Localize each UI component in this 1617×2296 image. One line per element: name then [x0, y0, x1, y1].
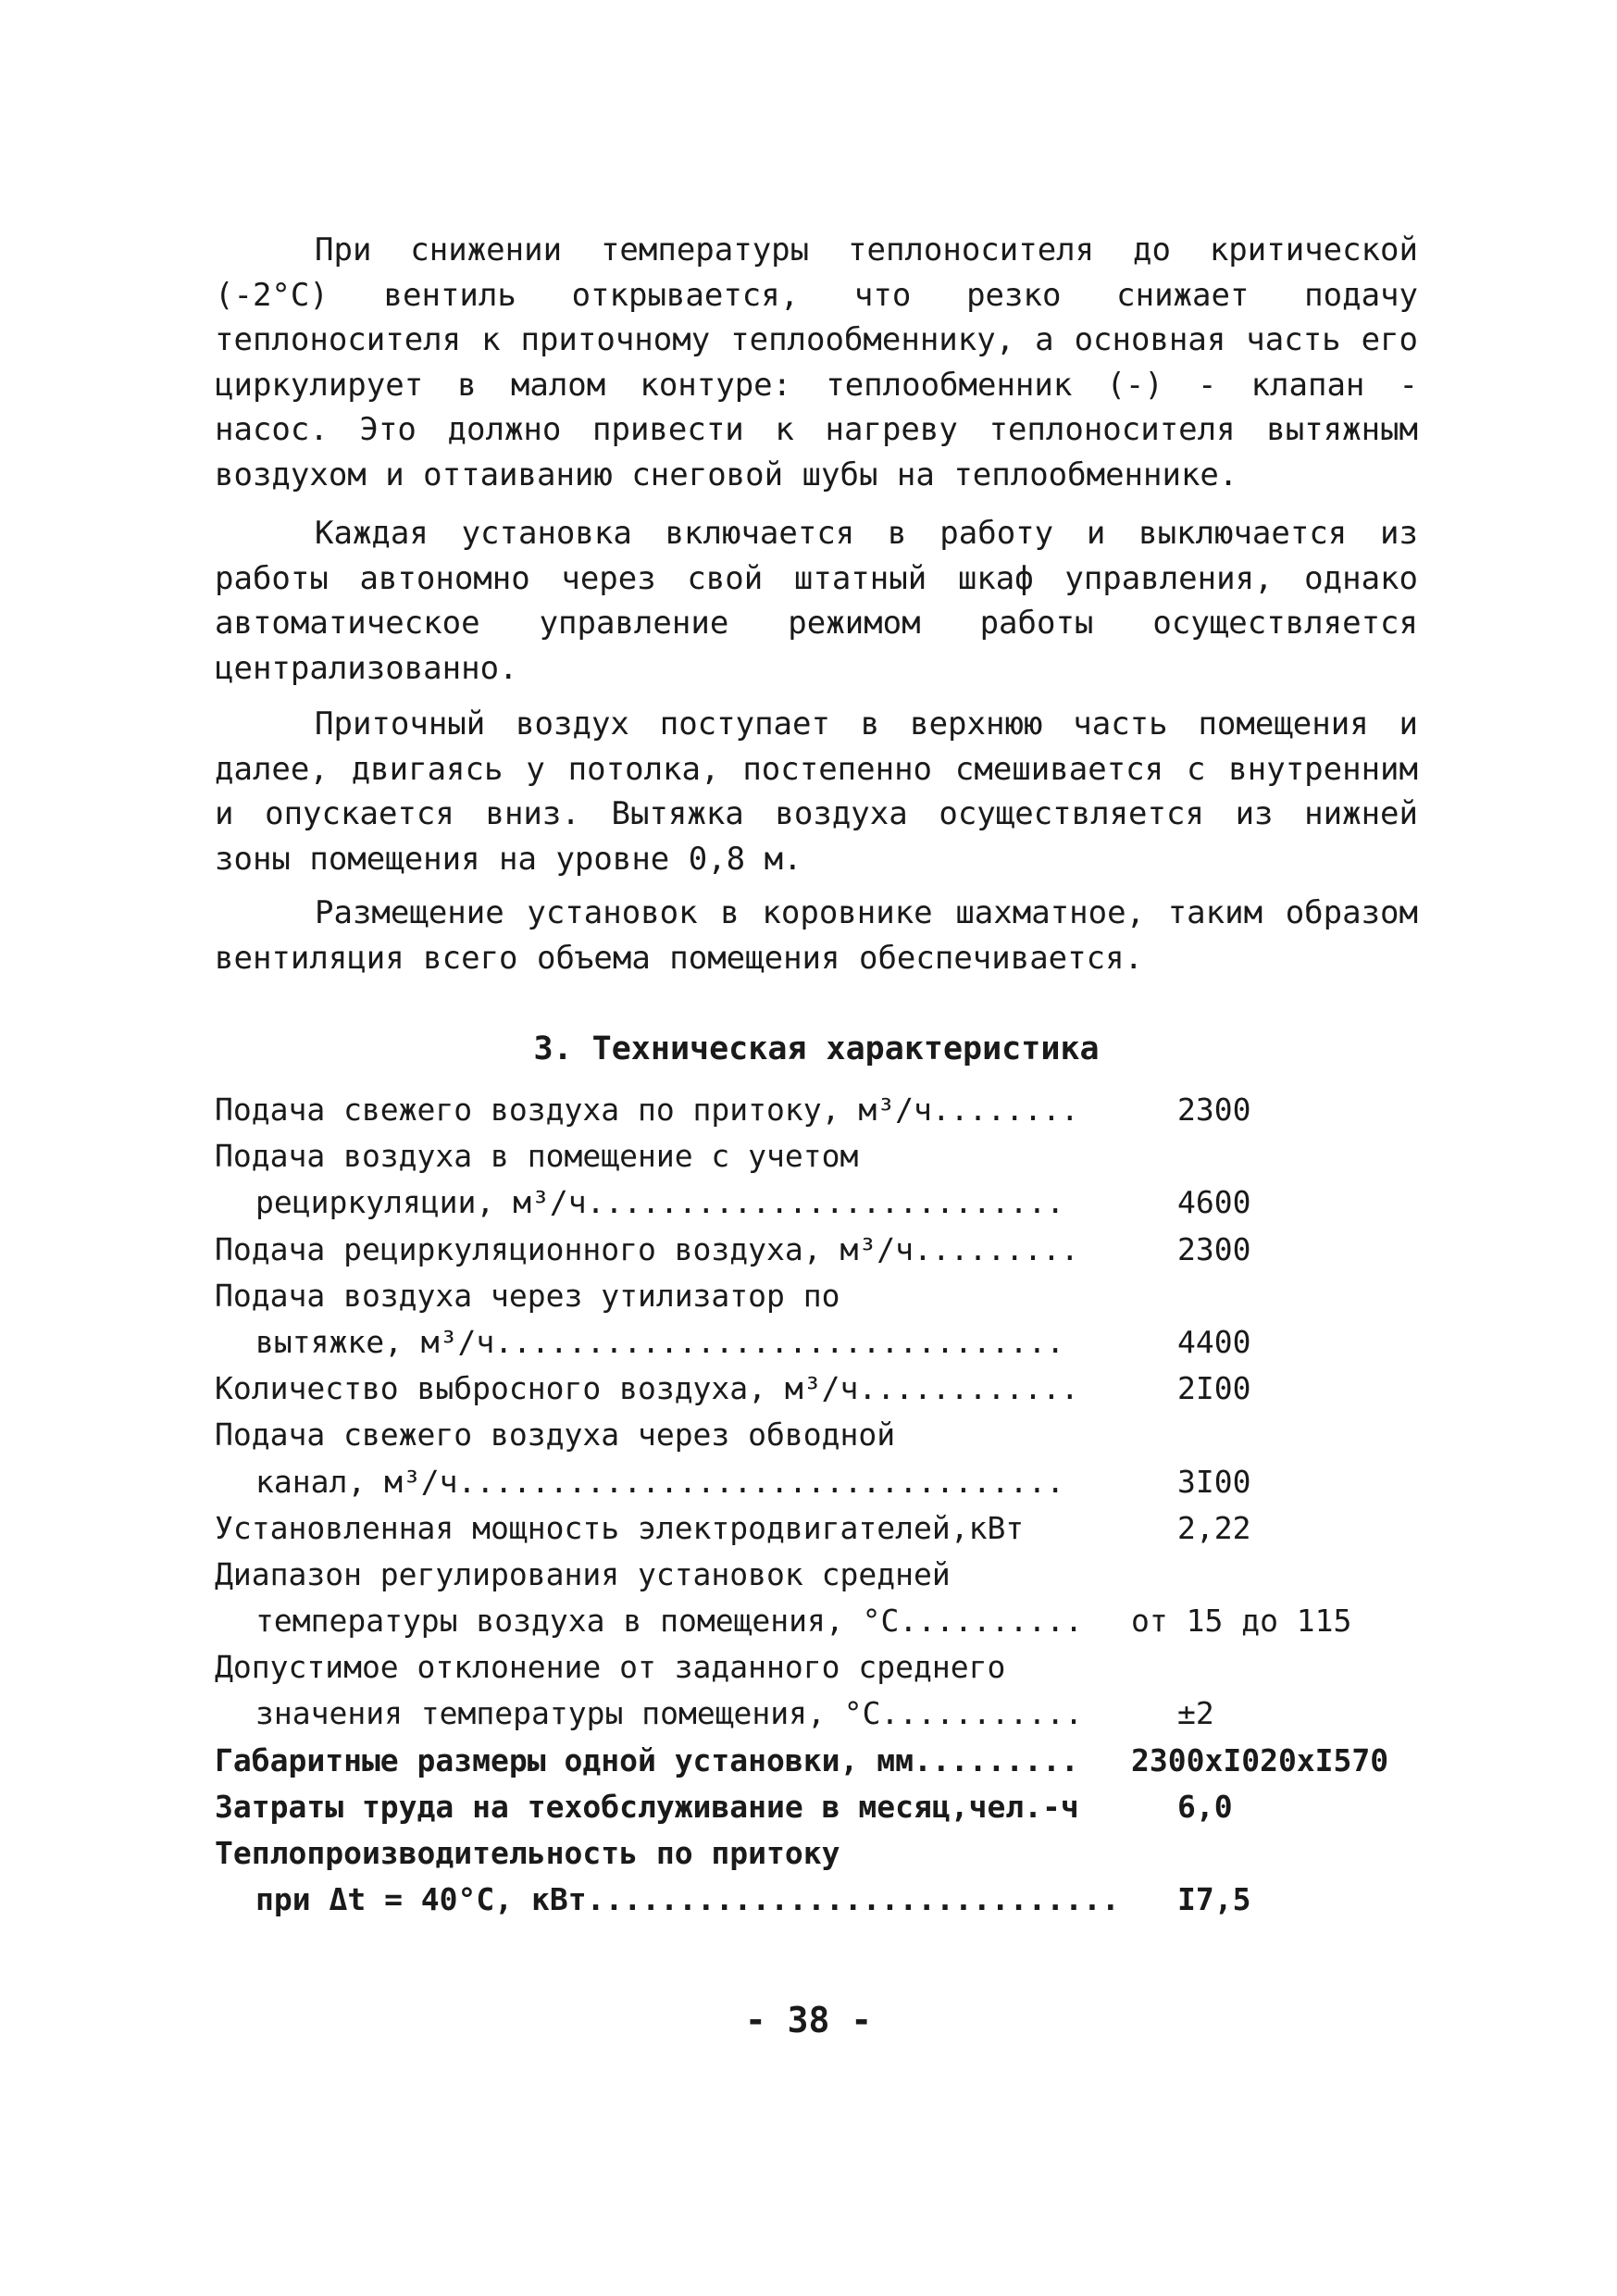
spec-value: I7,5: [1177, 1881, 1251, 1918]
section-title: 3. Техническая характеристика: [533, 1030, 1100, 1067]
spec-row: [215, 1877, 1418, 1923]
spec-value: от 15 до 115: [1131, 1603, 1352, 1640]
spec-label: Подача свежего воздуха по притоку, м³/ч........: [215, 1092, 1079, 1128]
spec-label: рециркуляции, м³/ч..........................: [255, 1184, 1065, 1221]
spec-row: [215, 1505, 1418, 1552]
spec-value: 2,22: [1177, 1509, 1251, 1546]
spec-label: значения температуры помещения, °С...........: [255, 1695, 1084, 1732]
spec-row: [215, 1319, 1418, 1366]
spec-row: [215, 1459, 1418, 1505]
spec-value: 2I00: [1177, 1370, 1251, 1407]
page-number: - 38 -: [744, 2000, 873, 2040]
spec-label: Подача воздуха в помещение с учетом: [215, 1138, 859, 1175]
spec-value: 4400: [1177, 1323, 1251, 1360]
spec-value: 6,0: [1177, 1788, 1233, 1825]
spec-row: [215, 1087, 1418, 1133]
spec-row: [215, 1691, 1418, 1737]
spec-row: [215, 1644, 1418, 1691]
spec-label: Подача свежего воздуха через обводной: [215, 1416, 896, 1454]
paragraph-2: Каждая установка включается в работу и выключается из работы автономно через свой штатный шкаф управления, однако автоматическое управление режимом работы осуществляется централизованно.: [215, 515, 1418, 687]
paragraph-1: При снижении температуры теплоносителя до критической (-2°С) вентиль открывается, что резко снижает подачу теплоносителя к приточному теплообменнику, а основная часть его циркулирует в малом контуре: теплообменник (-) - клапан - насос. Это должно привести к нагреву теплоносителя вытяжным воздухом и оттаиванию снеговой шубы на теплообменнике.: [215, 231, 1418, 493]
spec-row: [215, 1273, 1418, 1319]
spec-list: [215, 1087, 1418, 1923]
spec-label: Допустимое отклонение от заданного среднего: [215, 1649, 1006, 1686]
spec-label: температуры воздуха в помещения, °С..........: [255, 1603, 1084, 1640]
spec-row: [215, 1552, 1418, 1598]
spec-value: 2300хI020хI570: [1131, 1741, 1389, 1778]
spec-value: 3I00: [1177, 1463, 1251, 1500]
spec-row: [215, 1738, 1418, 1784]
paragraph-3: Приточный воздух поступает в верхнюю часть помещения и далее, двигаясь у потолка, постепенно смешивается с внутренним и опускается вниз. Вытяжка воздуха осуществляется из нижней зоны помещения на уровне 0,8 м.: [215, 705, 1418, 878]
spec-label: Диапазон регулирования установок средней: [215, 1555, 951, 1592]
spec-row: [215, 1830, 1418, 1877]
spec-row: [215, 1598, 1418, 1644]
spec-label: Теплопроизводительность по притоку: [215, 1835, 840, 1871]
spec-value: 2300: [1177, 1230, 1251, 1267]
spec-row: [215, 1179, 1418, 1226]
spec-label: Установленная мощность электродвигателей,кВт: [215, 1509, 1025, 1546]
spec-label: вытяжке, м³/ч...............................: [255, 1323, 1065, 1360]
spec-label: Подача рециркуляционного воздуха, м³/ч.........: [215, 1230, 1079, 1267]
spec-row: [215, 1784, 1418, 1830]
spec-label: Количество выбросного воздуха, м³/ч............: [215, 1370, 1079, 1407]
spec-label: Габаритные размеры одной установки, мм.........: [215, 1741, 1079, 1778]
spec-row: [215, 1133, 1418, 1179]
paragraph-4: Размещение установок в коровнике шахматное, таким образом вентиляция всего объема помещения обеспечивается.: [215, 894, 1418, 977]
spec-value: 4600: [1177, 1184, 1251, 1221]
spec-row: [215, 1227, 1418, 1273]
spec-label: Затраты труда на техобслуживание в месяц,чел.-ч: [215, 1788, 1079, 1825]
spec-value: 2300: [1177, 1092, 1251, 1128]
spec-label: Подача воздуха через утилизатор по: [215, 1277, 840, 1314]
spec-row: [215, 1366, 1418, 1412]
spec-row: [215, 1412, 1418, 1458]
spec-value: ±2: [1177, 1695, 1214, 1732]
spec-label: при Δt = 40°С, кВт.............................: [255, 1881, 1120, 1918]
spec-label: канал, м³/ч.................................: [255, 1463, 1065, 1500]
